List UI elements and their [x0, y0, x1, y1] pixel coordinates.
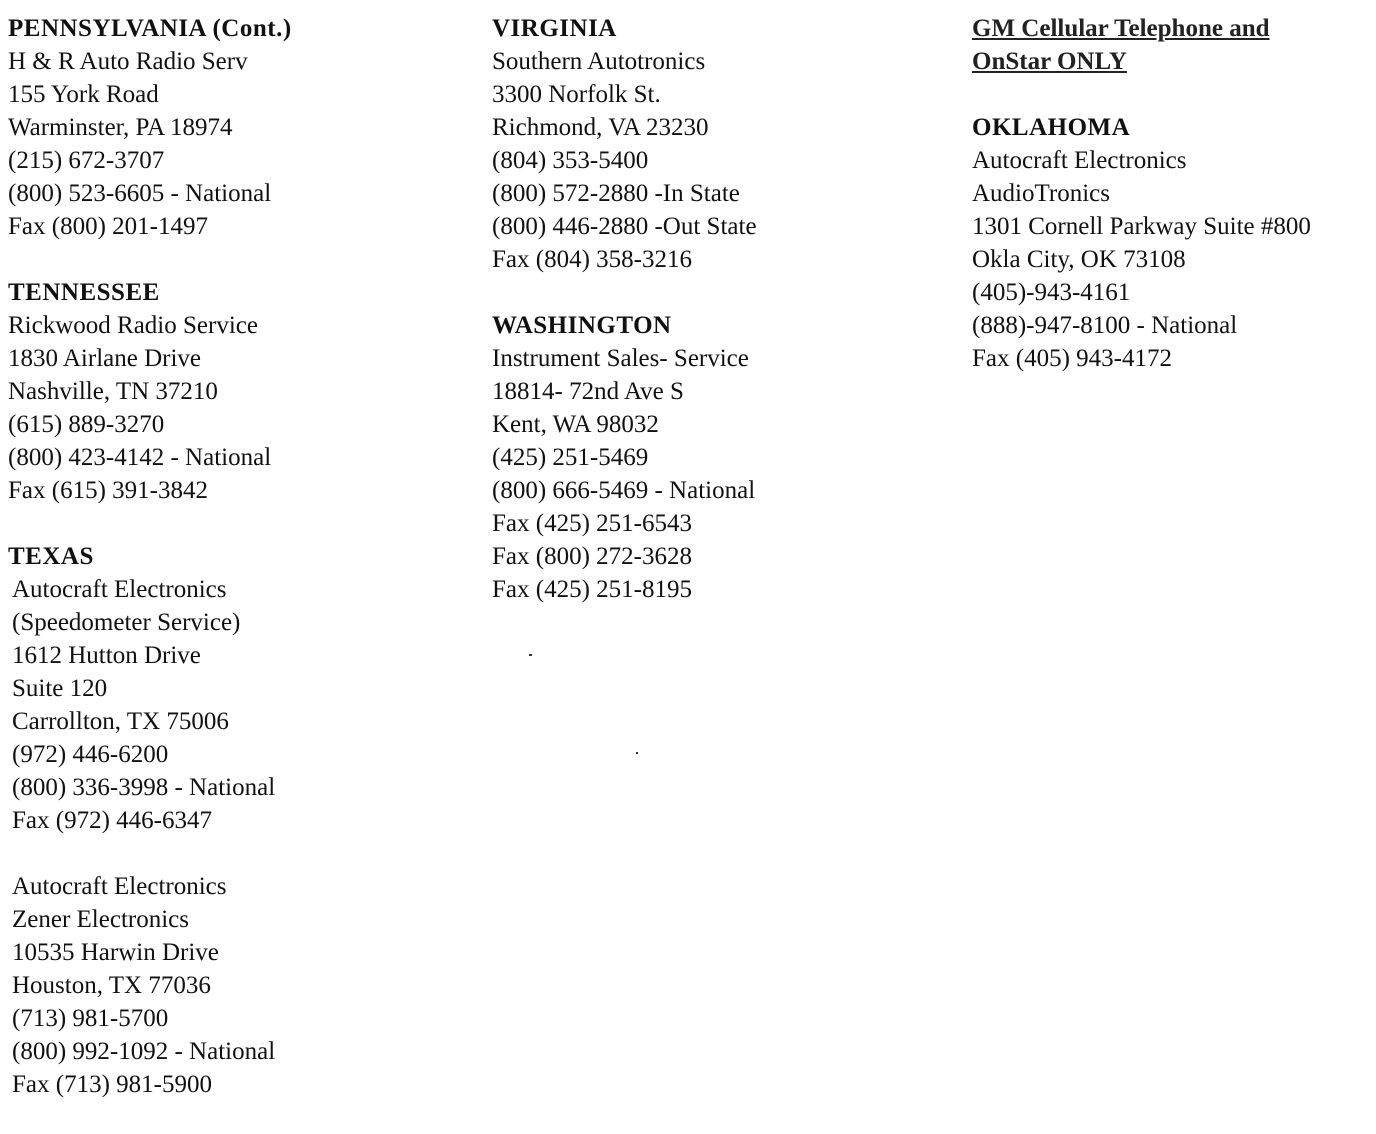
phone: (405)-943-4161	[972, 279, 1131, 306]
section-tennessee	[8, 276, 478, 507]
phone-national: (800) 423-4142 - National	[8, 444, 272, 471]
listing-instrument-sales	[492, 342, 952, 606]
fax: Fax (405) 943-4172	[972, 345, 1172, 372]
section-texas	[8, 540, 478, 1101]
phone-out-state: (800) 446-2880 -Out State	[492, 213, 757, 240]
section-oklahoma	[972, 111, 1372, 375]
phone-national: (800) 992-1092 - National	[12, 1038, 276, 1065]
business-name: Southern Autotronics	[492, 48, 706, 75]
listing-autocraft-houston	[8, 870, 478, 1101]
column-3	[972, 12, 1372, 408]
street-address: 1830 Airlane Drive	[8, 345, 202, 372]
street-address: 3300 Norfolk St.	[492, 81, 661, 108]
listing-southern-autotronics	[492, 45, 952, 276]
fax: Fax (800) 201-1497	[8, 213, 208, 240]
fax: Fax (713) 981-5900	[12, 1071, 212, 1098]
street-address: 155 York Road	[8, 81, 159, 108]
fax: Fax (615) 391-3842	[8, 477, 208, 504]
phone-national: (888)-947-8100 - National	[972, 312, 1238, 339]
column-2	[492, 12, 952, 639]
fax: Fax (972) 446-6347	[12, 807, 212, 834]
state-heading: TENNESSEE	[8, 279, 160, 306]
listing-rickwood-radio	[8, 309, 478, 507]
column-1	[8, 12, 478, 1134]
listing-h-and-r-auto-radio	[8, 45, 478, 243]
phone: (804) 353-5400	[492, 147, 649, 174]
city-state-zip: Carrollton, TX 75006	[12, 708, 229, 735]
city-state-zip: Okla City, OK 73108	[972, 246, 1186, 273]
note-line: OnStar ONLY	[972, 48, 1127, 75]
phone: (713) 981-5700	[12, 1005, 169, 1032]
business-name-secondary: Zener Electronics	[12, 906, 189, 933]
gm-cellular-note	[972, 12, 1372, 78]
phone-national: (800) 336-3998 - National	[12, 774, 276, 801]
street-address: 10535 Harwin Drive	[12, 939, 219, 966]
city-state-zip: Warminster, PA 18974	[8, 114, 233, 141]
business-name: H & R Auto Radio Serv	[8, 48, 248, 75]
scan-speck	[529, 654, 532, 656]
fax: Fax (804) 358-3216	[492, 246, 692, 273]
phone-national: (800) 523-6605 - National	[8, 180, 272, 207]
state-heading: OKLAHOMA	[972, 114, 1131, 141]
business-name-secondary: AudioTronics	[972, 180, 1110, 207]
section-virginia	[492, 12, 952, 276]
business-name: Rickwood Radio Service	[8, 312, 258, 339]
city-state-zip: Kent, WA 98032	[492, 411, 659, 438]
fax: Fax (800) 272-3628	[492, 543, 692, 570]
phone: (425) 251-5469	[492, 444, 649, 471]
phone-in-state: (800) 572-2880 -In State	[492, 180, 740, 207]
business-name: Autocraft Electronics	[12, 576, 227, 603]
fax: Fax (425) 251-6543	[492, 510, 692, 537]
business-name: Instrument Sales- Service	[492, 345, 749, 372]
phone: (615) 889-3270	[8, 411, 165, 438]
city-state-zip: Houston, TX 77036	[12, 972, 211, 999]
business-name: Autocraft Electronics	[972, 147, 1187, 174]
phone: (972) 446-6200	[12, 741, 169, 768]
street-address: 18814- 72nd Ave S	[492, 378, 684, 405]
scan-speck	[636, 752, 638, 754]
state-heading: PENNSYLVANIA (Cont.)	[8, 15, 292, 42]
phone-national: (800) 666-5469 - National	[492, 477, 756, 504]
suite: Suite 120	[12, 675, 108, 702]
fax: Fax (425) 251-8195	[492, 576, 692, 603]
service-note: (Speedometer Service)	[12, 609, 241, 636]
listing-autocraft-okla	[972, 144, 1372, 375]
city-state-zip: Nashville, TN 37210	[8, 378, 218, 405]
street-address: 1301 Cornell Parkway Suite #800	[972, 213, 1311, 240]
note-line: GM Cellular Telephone and	[972, 15, 1270, 42]
state-heading: TEXAS	[8, 543, 94, 570]
state-heading: WASHINGTON	[492, 312, 672, 339]
business-name: Autocraft Electronics	[12, 873, 227, 900]
phone: (215) 672-3707	[8, 147, 165, 174]
section-pennsylvania	[8, 12, 478, 243]
section-washington	[492, 309, 952, 606]
state-heading: VIRGINIA	[492, 15, 617, 42]
street-address: 1612 Hutton Drive	[12, 642, 201, 669]
city-state-zip: Richmond, VA 23230	[492, 114, 709, 141]
listing-autocraft-carrollton	[8, 573, 478, 837]
